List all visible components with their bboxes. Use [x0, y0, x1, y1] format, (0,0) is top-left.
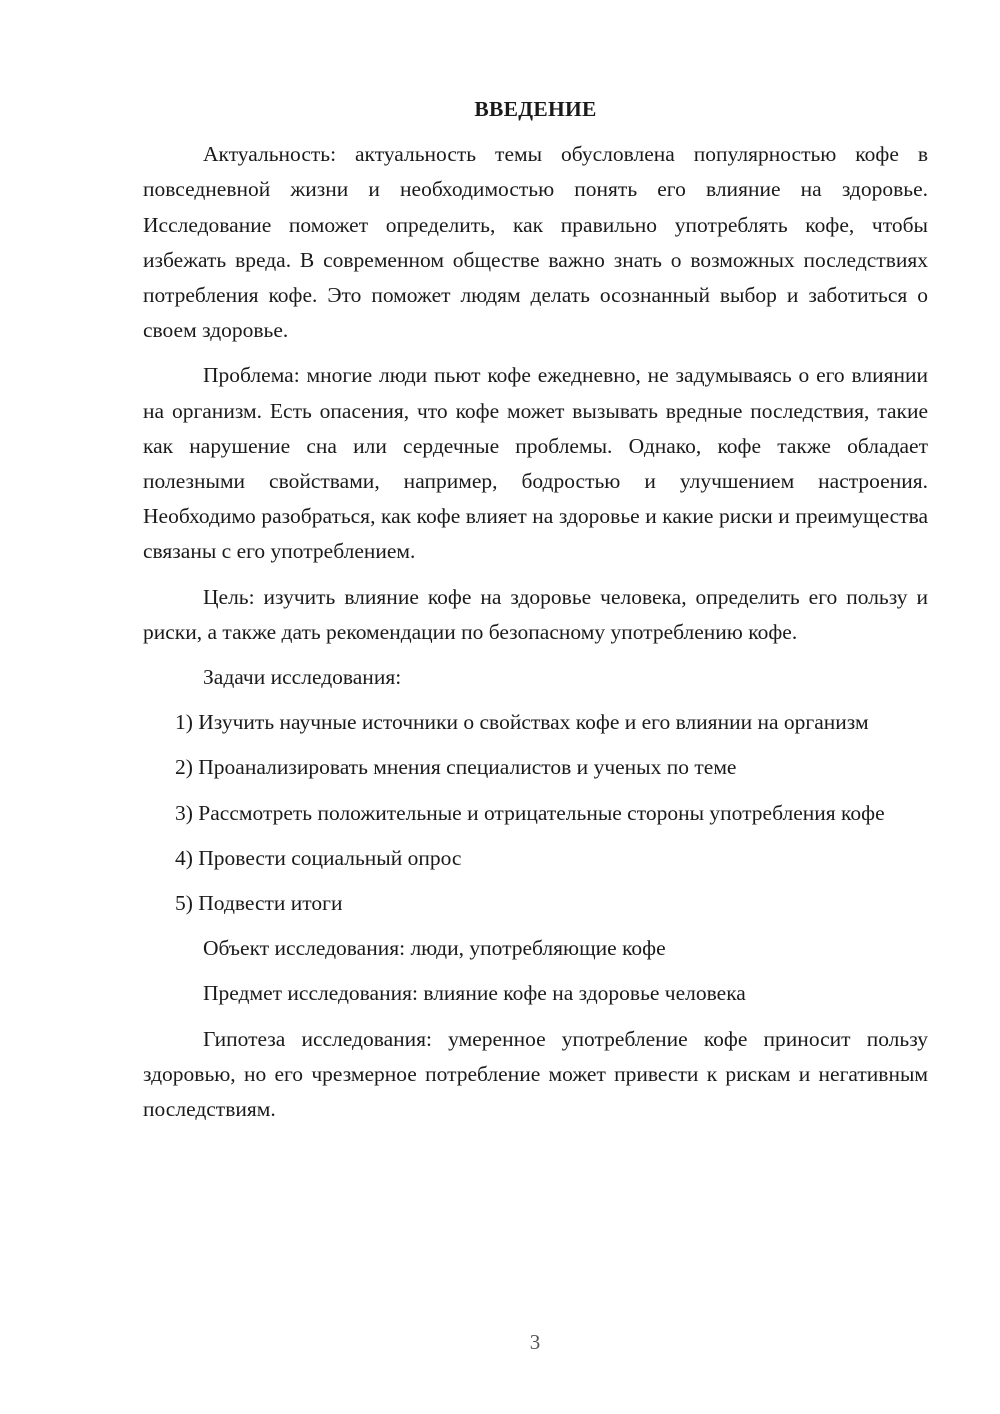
task-item-3: 3) Рассмотреть положительные и отрицательные стороны употребления кофе — [175, 800, 885, 825]
problem-paragraph: Проблема: многие люди пьют кофе ежедневно, не задумываясь о его влиянии на организм. Есть опасения, что кофе может вызывать вредные последствия, такие как нарушение сна или сердечные проблемы. Однако, кофе также обладает полезными свойствами, например, бодростью и улучшением настроения. Необходимо разобраться, как кофе влияет на здоровье и какие риски и преимущества связаны с его употреблением. — [143, 363, 928, 564]
page-title: ВВЕДЕНИЕ — [474, 97, 597, 121]
research-object: Объект исследования: люди, употребляющие кофе — [203, 936, 666, 961]
research-subject: Предмет исследования: влияние кофе на здоровье человека — [203, 981, 746, 1006]
task-item-5: 5) Подвести итоги — [175, 891, 343, 916]
page-number: 3 — [529, 1330, 541, 1354]
task-item-4: 4) Провести социальный опрос — [175, 845, 462, 870]
goal-paragraph: Цель: изучить влияние кофе на здоровье человека, определить его пользу и риски, а также дать рекомендации по безопасному употреблению кофе. — [143, 584, 928, 644]
tasks-heading: Задачи исследования: — [203, 665, 402, 690]
relevance-paragraph: Актуальность: актуальность темы обусловлена популярностью кофе в повседневной жизни и необходимостью понять его влияние на здоровье. Исследование поможет определить, как правильно употреблять кофе, чтобы избежать вреда. В современном обществе важно знать о возможных последствиях потребления кофе. Это поможет людям делать осознанный выбор и заботиться о своем здоровье. — [143, 142, 928, 343]
task-item-2: 2) Проанализировать мнения специалистов и ученых по теме — [175, 755, 737, 780]
document-page — [143, 92, 928, 1137]
hypothesis-paragraph: Гипотеза исследования: умеренное употребление кофе приносит пользу здоровью, но его чрезмерное потребление может привести к рискам и негативным последствиям. — [143, 1026, 928, 1122]
task-item-1: 1) Изучить научные источники о свойствах кофе и его влиянии на организм — [175, 710, 869, 735]
